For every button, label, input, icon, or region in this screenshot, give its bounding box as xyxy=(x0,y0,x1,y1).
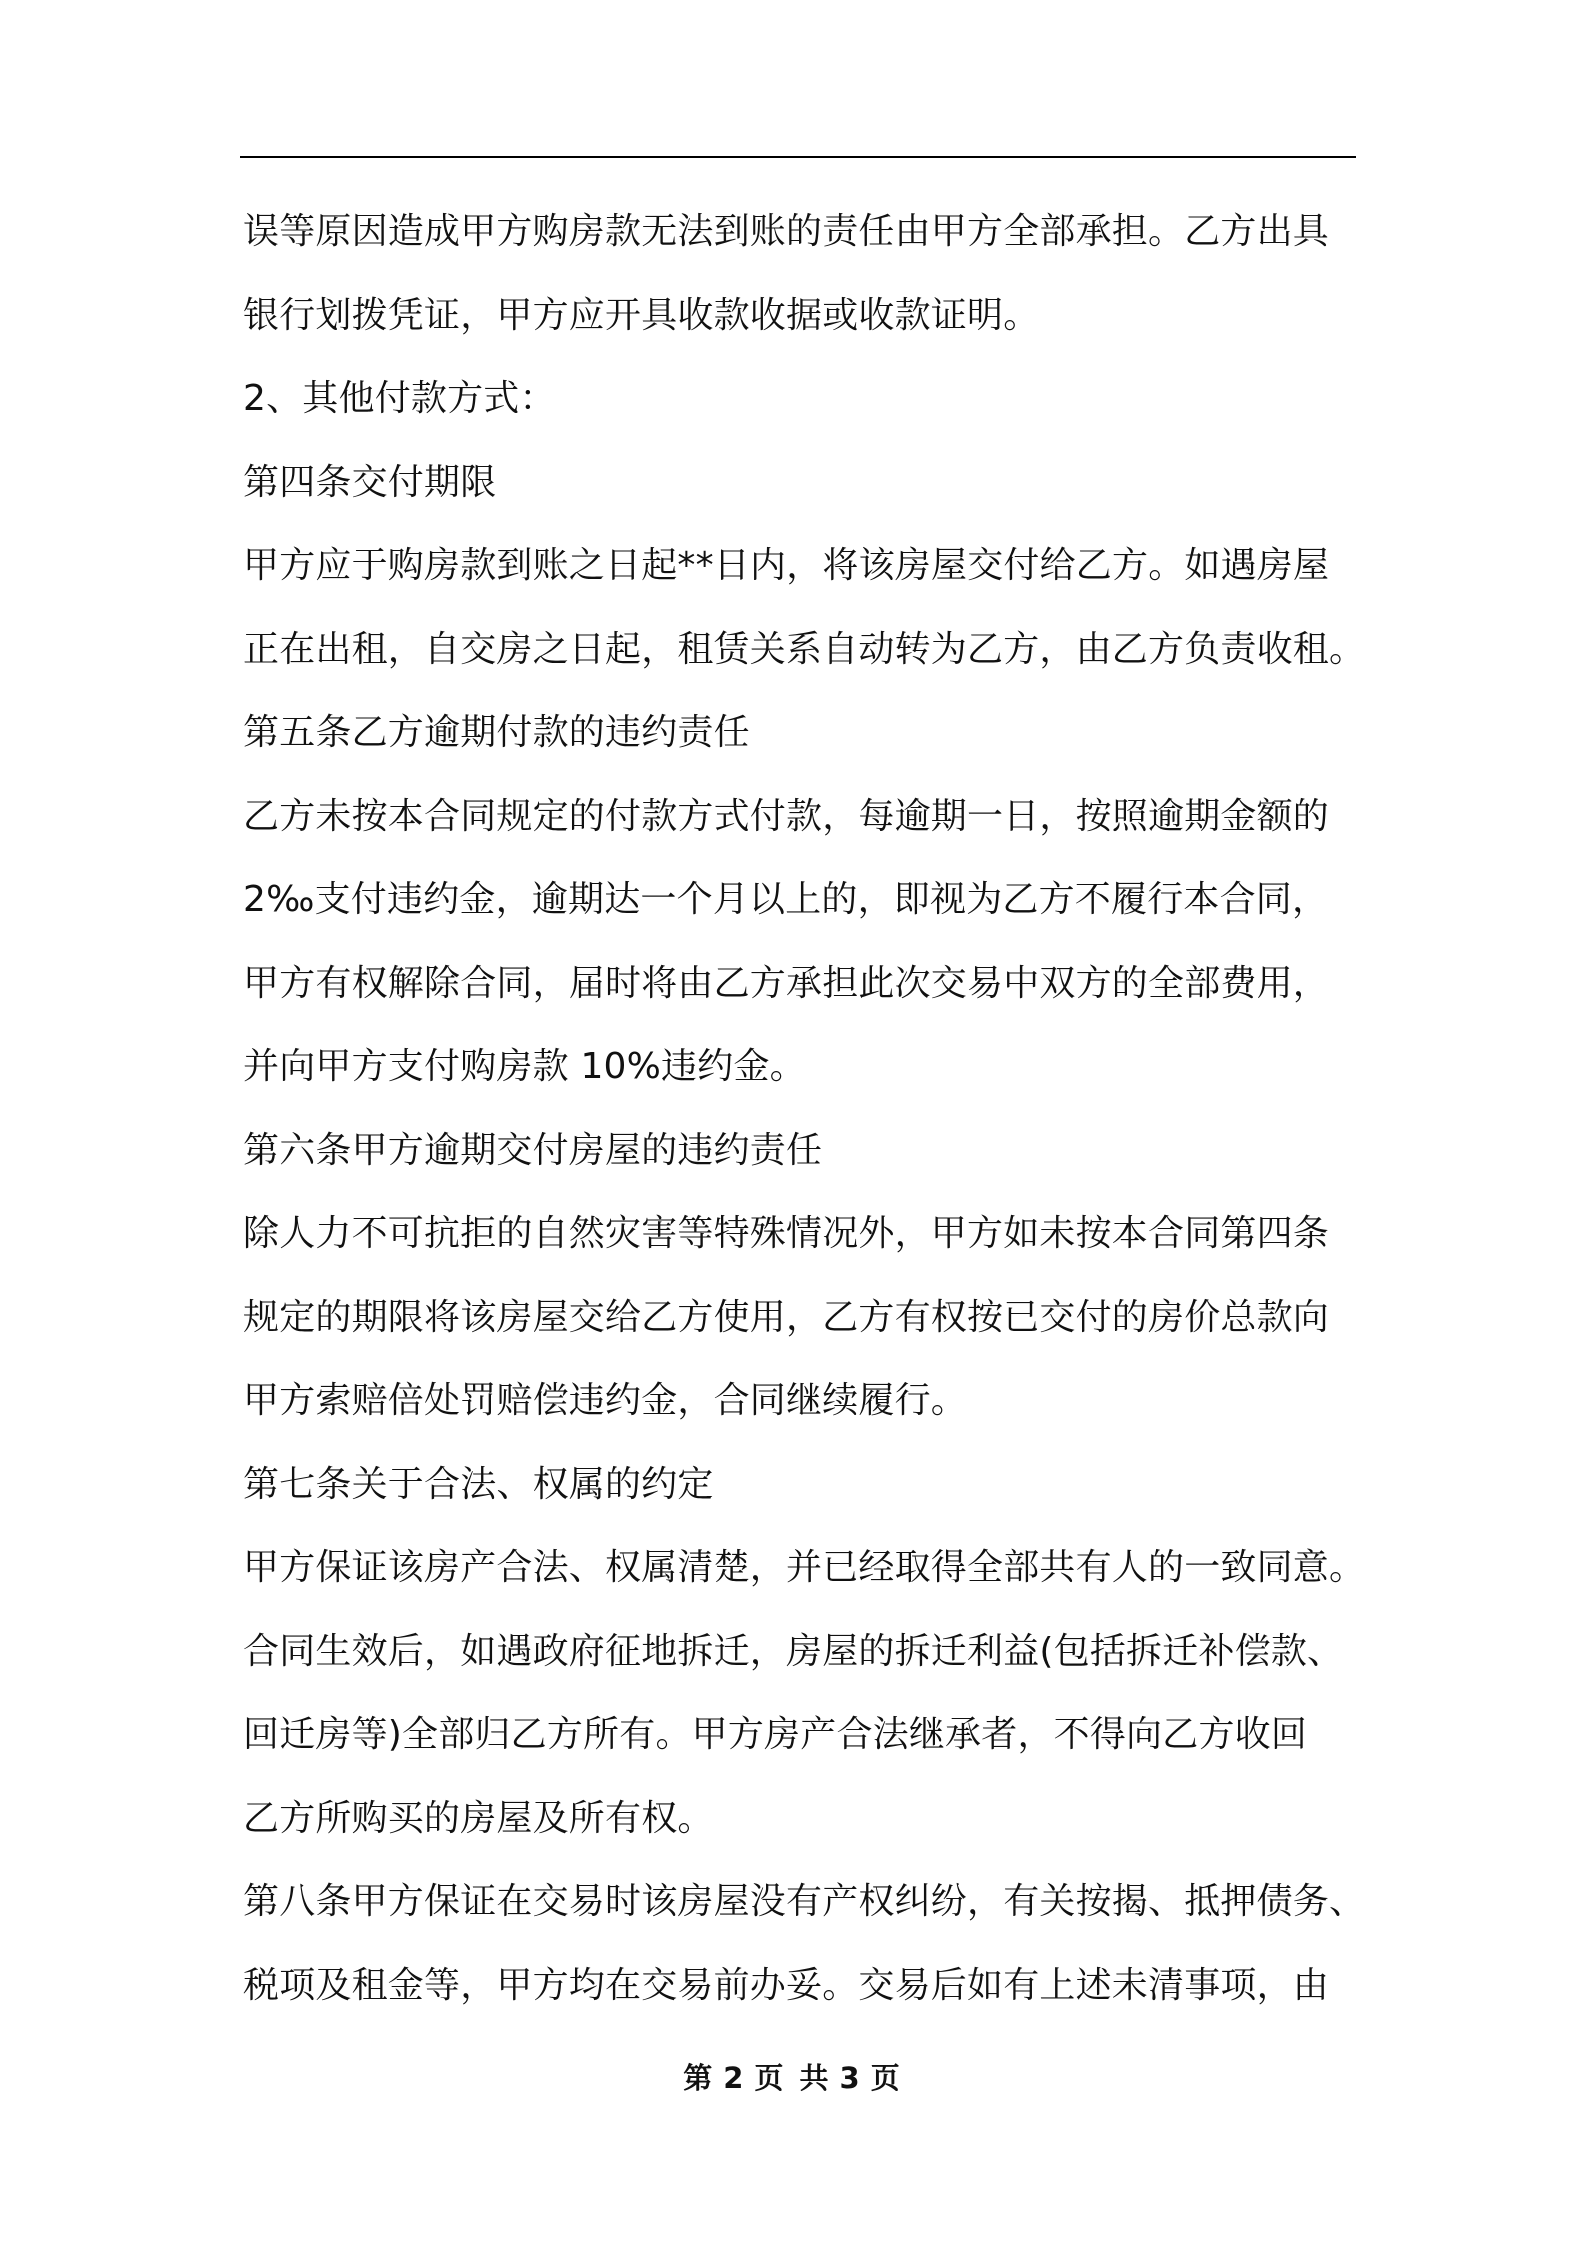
current-page-number: 2 xyxy=(723,2061,747,2095)
text-line: 误等原因造成甲方购房款无法到账的责任由甲方全部承担。乙方出具 xyxy=(243,211,1330,252)
total-page-number: 3 xyxy=(839,2061,863,2095)
text-line: 第八条甲方保证在交易时该房屋没有产权纠纷，有关按揭、抵押债务、 xyxy=(243,1881,1366,1922)
section-heading: 第五条乙方逾期付款的违约责任 xyxy=(243,712,750,753)
text-line: 2、其他付款方式： xyxy=(243,378,556,419)
footer-middle: 页 共 xyxy=(754,2061,832,2095)
footer-suffix: 页 xyxy=(870,2061,903,2095)
section-heading: 第七条关于合法、权属的约定 xyxy=(243,1463,714,1505)
text-line: 税项及租金等，甲方均在交易前办妥。交易后如有上述未清事项，由 xyxy=(243,1964,1330,2006)
text-line: 甲方保证该房产合法、权属清楚，并已经取得全部共有人的一致同意。 xyxy=(243,1547,1366,1588)
text-line: 甲方有权解除合同，届时将由乙方承担此次交易中双方的全部费用， xyxy=(243,962,1330,1004)
text-line: 乙方所购买的房屋及所有权。 xyxy=(243,1797,714,1839)
footer-prefix: 第 xyxy=(683,2061,716,2095)
text-line: 除人力不可抗拒的自然灾害等特殊情况外，甲方如未按本合同第四条 xyxy=(243,1213,1330,1254)
text-line: 甲方应于购房款到账之日起**日内，将该房屋交付给乙方。如遇房屋 xyxy=(243,545,1330,586)
text-line: 银行划拨凭证，甲方应开具收款收据或收款证明。 xyxy=(243,294,1040,336)
header-rule xyxy=(240,156,1356,158)
section-heading: 第四条交付期限 xyxy=(243,461,497,503)
page-footer xyxy=(0,2056,1586,2097)
section-heading: 第六条甲方逾期交付房屋的违约责任 xyxy=(243,1129,823,1171)
text-line: 甲方索赔倍处罚赔偿违约金，合同继续履行。 xyxy=(243,1380,968,1421)
text-line: 合同生效后，如遇政府征地拆迁，房屋的拆迁利益(包括拆迁补偿款、 xyxy=(243,1630,1344,1672)
text-line: 回迁房等)全部归乙方所有。甲方房产合法继承者，不得向乙方收回 xyxy=(243,1714,1308,1755)
text-line: 2‰支付违约金，逾期达一个月以上的，即视为乙方不履行本合同， xyxy=(243,879,1329,920)
text-line: 并向甲方支付购房款 10%违约金。 xyxy=(243,1046,806,1087)
text-line: 规定的期限将该房屋交给乙方使用，乙方有权按已交付的房价总款向 xyxy=(243,1296,1330,1338)
text-line: 正在出租，自交房之日起，租赁关系自动转为乙方，由乙方负责收租。 xyxy=(243,628,1366,670)
body-text xyxy=(243,190,1366,2027)
text-line: 乙方未按本合同规定的付款方式付款，每逾期一日，按照逾期金额的 xyxy=(243,795,1330,837)
